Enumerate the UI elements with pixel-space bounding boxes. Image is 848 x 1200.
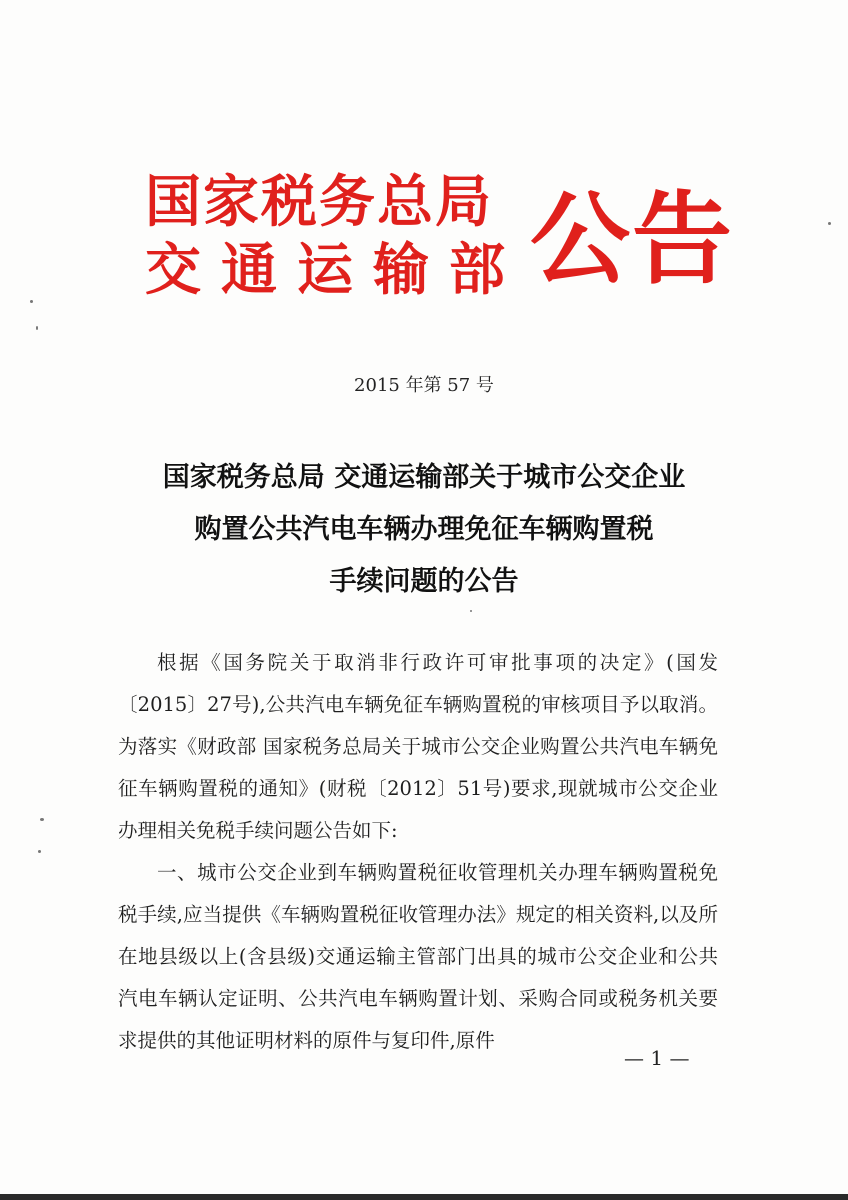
scan-speck [30, 300, 33, 303]
header-notice-word: 公告 [530, 181, 734, 298]
scan-edge [0, 1194, 848, 1200]
page-number: — 1 — [624, 1046, 690, 1070]
title-line: 手续问题的公告 [329, 566, 519, 597]
scan-speck [828, 222, 831, 225]
body-paragraph: 一、城市公交企业到车辆购置税征收管理机关办理车辆购置税免税手续,应当提供《车辆购置税征收管理办法》规定的相关资料,以及所在地县级以上(含县级)交通运输主管部门出具的城市公交企业和公共汽电车辆认定证明、公共汽电车辆购置计划、采购合同或税务机关要求提供的其他证明材料的原件与复印件,原件 [118, 861, 718, 1052]
scan-speck [38, 850, 41, 853]
scan-speck [470, 610, 472, 612]
document-title [60, 452, 788, 608]
title-line: 国家税务总局 交通运输部关于城市公交企业 [162, 462, 686, 493]
scan-speck [36, 326, 38, 330]
document-number: 2015 年第 57 号 [354, 375, 494, 396]
scan-speck [40, 818, 44, 821]
header-agency-tax: 国家税务总局 [145, 169, 493, 235]
red-header [145, 169, 734, 310]
title-line: 购置公共汽电车辆办理免征车辆购置税 [194, 514, 654, 545]
document-body [118, 642, 718, 1062]
body-paragraph: 根据《国务院关于取消非行政许可审批事项的决定》(国发〔2015〕27号),公共汽电车辆免征车辆购置税的审核项目予以取消。为落实《财政部 国家税务总局关于城市公交企业购置公共汽电车辆免征车辆购置税的通知》(财税〔2012〕51号)要求,现就城市公交企业办理相关免税手续问题公告如下: [118, 651, 718, 842]
header-agency-transport: 交通运输部 [145, 237, 525, 303]
